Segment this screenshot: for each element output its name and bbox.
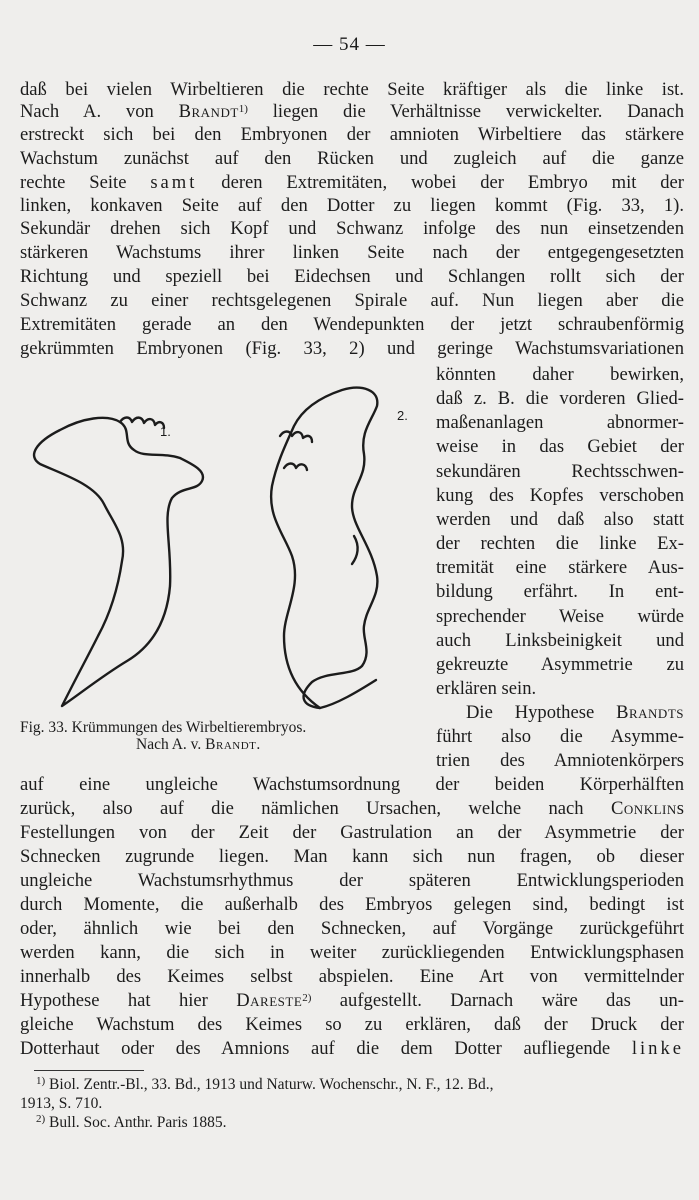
embryo-1-limbs: [120, 418, 164, 429]
footnote-1: [20, 1076, 684, 1094]
text-line: bildung erfährt. In ent-: [436, 581, 684, 602]
author-name: Brandt.: [205, 736, 261, 753]
footnote-marker: 2): [36, 1113, 46, 1125]
author-name: Brandts: [616, 702, 684, 723]
text-span: Hypothese hat hier: [20, 990, 237, 1011]
embryo-1-outline: [34, 418, 203, 706]
text-line: daß z. B. die vorderen Glied-: [436, 388, 684, 409]
text-line: weise in das Gebiet der: [436, 436, 684, 457]
footnote-divider: [34, 1070, 144, 1071]
footnote-ref: 2): [302, 992, 312, 1004]
author-name: Brandt: [178, 101, 239, 122]
text-line: [20, 172, 684, 194]
text-line: werden kann, die sich in weiter zurückliegenden Entwicklungsphasen: [20, 942, 684, 963]
text-line: gekrümmten Embryonen (Fig. 33, 2) und geringe Wachstumsvariationen: [20, 338, 684, 359]
text-span: liegen die Verhältnisse verwickelter. Danach: [247, 101, 684, 122]
spaced-word: samt: [150, 172, 198, 193]
text-line: führt also die Asymme-: [436, 726, 684, 747]
text-line: der rechten die linke Ex-: [436, 533, 684, 554]
figure-label-2: 2.: [397, 408, 408, 423]
figure-caption: [20, 719, 420, 753]
text-line: [20, 1038, 684, 1060]
text-span: zurück, also auf die nämlichen Ursachen, welche nach: [20, 798, 612, 819]
figure-33: [22, 376, 422, 721]
text-line: [20, 990, 684, 1012]
text-line: gleiche Wachstum des Keimes so zu erklären, daß der Druck der: [20, 1014, 684, 1035]
text-line: stärkeren Wachstums ihrer linken Seite nach der entgegengesetzten: [20, 242, 684, 263]
text-line: kung des Kopfes verschoben: [436, 485, 684, 506]
footnote-2: [20, 1114, 684, 1132]
text-line: daß bei vielen Wirbeltieren die rechte Seite kräftiger als die linke ist.: [20, 79, 684, 100]
footnote-marker: 1): [36, 1075, 46, 1087]
text-line: trien des Amniotenkörpers: [436, 750, 684, 771]
text-line: sprechender Weise würde: [436, 606, 684, 627]
text-line: erstreckt sich bei den Embryonen der amnioten Wirbeltiere das stärkere: [20, 124, 684, 145]
text-span: s: [676, 798, 684, 819]
text-line: Schnecken zugrunde liegen. Man kann sich nun fragen, ob dieser: [20, 846, 684, 867]
embryo-2-tail: [320, 680, 376, 708]
author-name: Conklin: [611, 798, 677, 819]
text-line: Wachstum zunächst auf den Rücken und zugleich auf die ganze: [20, 148, 684, 169]
text-span: Die Hypothese: [466, 702, 617, 723]
author-name: Dareste: [236, 990, 303, 1011]
caption-line-2: [20, 736, 420, 753]
text-span: deren Extremitäten, wobei der Embryo mit der: [197, 172, 684, 193]
spaced-word: linke: [631, 1038, 684, 1059]
text-line: ungleiche Wachstumsrhythmus der späteren Entwicklungsperioden: [20, 870, 684, 891]
text-line: [20, 798, 684, 820]
caption-line-1: Fig. 33. Krümmungen des Wirbeltierembryos.: [20, 719, 307, 736]
text-line: maßenanlagen abnormer-: [436, 412, 684, 433]
embryo-2-limbs-lower: [284, 464, 307, 471]
footnote-1-cont: 1913, S. 710.: [20, 1095, 103, 1112]
figure-label-1: 1.: [160, 424, 171, 439]
text-line: innerhalb des Keimes selbst abspielen. Eine Art von vermittelnder: [20, 966, 684, 987]
text-line: auf eine ungleiche Wachstumsordnung der beiden Körperhälften: [20, 774, 684, 795]
text-line: werden und daß also statt: [436, 509, 684, 530]
text-line: könnten daher bewirken,: [436, 364, 684, 385]
text-line: Extremitäten gerade an den Wendepunkten der jetzt schraubenförmig: [20, 314, 684, 335]
text-line: auch Linksbeinigkeit und: [436, 630, 684, 651]
footnote-text: Bull. Soc. Anthr. Paris 1885.: [45, 1114, 227, 1131]
text-line: linken, konkaven Seite auf den Dotter zu liegen kommt (Fig. 33, 1).: [20, 195, 684, 216]
footnote-text: Biol. Zentr.-Bl., 33. Bd., 1913 und Naturw. Wochenschr., N. F., 12. Bd.,: [45, 1076, 494, 1093]
text-span: Nach A. von: [20, 101, 179, 122]
embryo-2-inner: [352, 536, 358, 564]
text-line: sekundären Rechtsschwen-: [436, 461, 684, 482]
text-span: rechte Seite: [20, 172, 151, 193]
caption-text: Nach A. v.: [136, 736, 206, 753]
text-line: [466, 702, 684, 724]
embryo-2-outline: [271, 388, 377, 708]
embryo-drawing: [22, 376, 422, 721]
text-line: [20, 101, 684, 123]
text-line: durch Momente, die außerhalb des Embryos gelegen sind, bedingt ist: [20, 894, 684, 915]
text-line: Richtung und speziell bei Eidechsen und Schlangen rollt sich der: [20, 266, 684, 287]
text-line: gekreuzte Asymmetrie zu: [436, 654, 684, 675]
text-span: aufgestellt. Darnach wäre das un-: [311, 990, 684, 1011]
text-line: oder, ähnlich wie bei den Schnecken, auf Vorgänge zurückgeführt: [20, 918, 684, 939]
text-line: tremität eine stärkere Aus-: [436, 557, 684, 578]
text-line: Sekundär drehen sich Kopf und Schwanz infolge des nun einsetzenden: [20, 218, 684, 239]
text-span: Dotterhaut oder des Amnions auf die dem Dotter aufliegende: [20, 1038, 632, 1059]
text-line: Schwanz zu einer rechtsgelegenen Spirale auf. Nun liegen aber die: [20, 290, 684, 311]
text-line: Festellungen von der Zeit der Gastrulation an der Asymmetrie der: [20, 822, 684, 843]
text-line: erklären sein.: [436, 678, 537, 699]
page-number: — 54 —: [313, 34, 386, 55]
embryo-2-limbs: [280, 432, 312, 443]
footnote-ref: 1): [238, 103, 248, 115]
